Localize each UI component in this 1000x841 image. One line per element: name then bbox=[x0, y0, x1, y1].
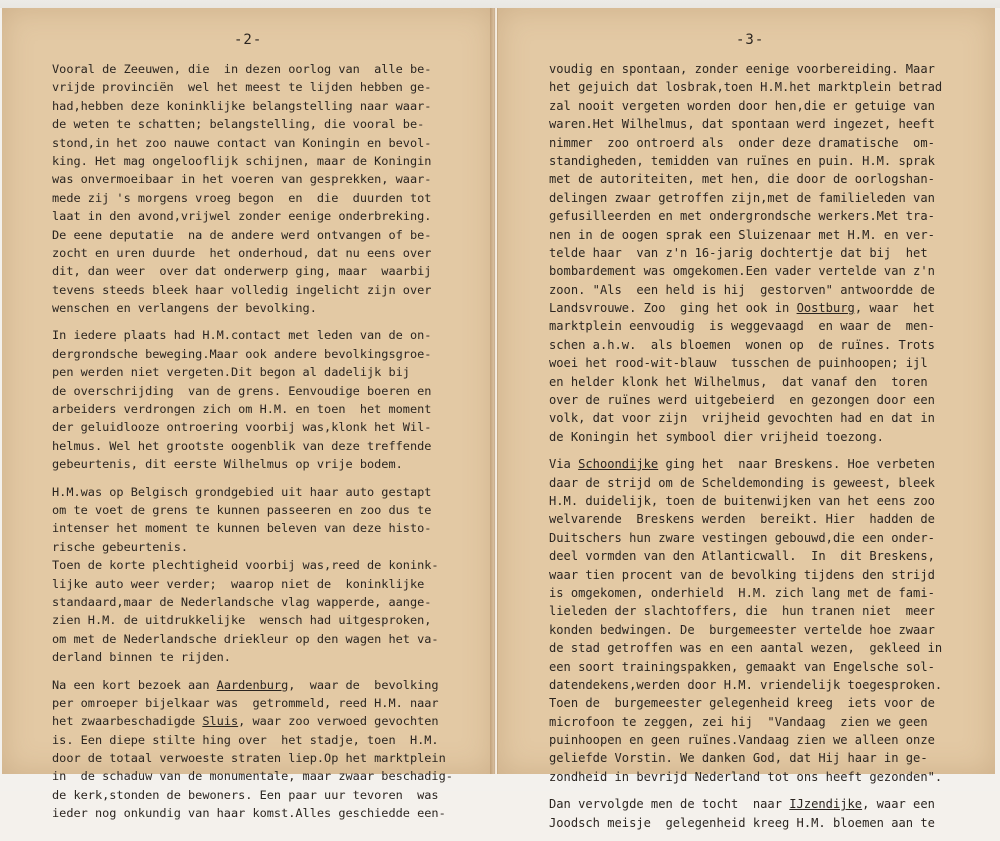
text-line: deel vormden van den Atlanticwall. In dit Breskens, bbox=[549, 549, 935, 564]
text-line: marktplein eenvoudig is weggevaagd en waar de men- bbox=[549, 319, 935, 334]
text-line: Dan vervolgde men de tocht naar IJzendijke, waar een bbox=[549, 797, 935, 812]
text-line: zocht en uren duurde het onderhoud, dat nu eens over bbox=[52, 245, 432, 260]
text-line: datendekens,werden door H.M. vriendelijk toegesproken. bbox=[549, 677, 943, 692]
text-line: nen in de oogen sprak een Sluizenaar met H.M. en ver- bbox=[549, 227, 935, 242]
text-line: de overschrijding van de grens. Eenvoudige boeren en bbox=[52, 383, 432, 398]
paragraph bbox=[52, 483, 472, 667]
text-line: De eene deputatie na de andere werd ontvangen of be- bbox=[52, 227, 432, 242]
text-line: H.M.was op Belgisch grondgebied uit haar auto gestapt bbox=[52, 484, 432, 499]
text-line: Via Schoondijke ging het naar Breskens. Hoe verbeten bbox=[549, 457, 935, 472]
text-line: dergrondsche beweging.Maar ook andere bevolkingsgroe- bbox=[52, 346, 432, 361]
text-line: woei het rood-wit-blauw tusschen de puinhoopen; ijl bbox=[549, 356, 928, 371]
text-line: daar de strijd om de Scheldemonding is geweest, bleek bbox=[549, 475, 935, 490]
text-line: king. Het mag ongelooflijk schijnen, maar de Koningin bbox=[52, 153, 432, 168]
text-line: telde haar van z'n 16-jarig dochtertje dat bij het bbox=[549, 245, 928, 260]
text-line: lieleden der slachtoffers, die hun tranen niet meer bbox=[549, 604, 935, 619]
text-line: nimmer zoo ontroerd als onder deze dramatische om- bbox=[549, 135, 935, 150]
text-line: vrijde provinciën wel het meest te lijden hebben ge- bbox=[52, 80, 432, 95]
text-line: tevens steeds bleek haar volledig ingelicht zijn over bbox=[52, 282, 432, 297]
text-line: Vooral de Zeeuwen, die in dezen oorlog van alle be- bbox=[52, 62, 432, 76]
text-line: mede zij 's morgens vroeg begon en die duurden tot bbox=[52, 190, 432, 205]
text-line: Toen de burgemeester gelegenheid kreeg iets voor de bbox=[549, 696, 935, 711]
text-column bbox=[549, 60, 969, 841]
text-line: het gejuich dat losbrak,toen H.M.het marktplein betrad bbox=[549, 80, 943, 95]
text-line: microfoon te zeggen, zei hij "Vandaag zien we geen bbox=[549, 714, 928, 729]
text-line: zien H.M. de uitdrukkelijke wensch had uitgesproken, bbox=[52, 613, 432, 628]
text-line: ieder nog onkundig van haar komst.Alles geschiedde een- bbox=[52, 806, 446, 821]
text-line: de kerk,stonden de bewoners. Een paar uur tevoren was bbox=[52, 787, 439, 802]
text-line: stond,in het zoo nauwe contact van Koningin en bevol- bbox=[52, 135, 432, 150]
text-line: volk, dat voor zijn vrijheid gevochten had en dat in bbox=[549, 411, 935, 426]
text-line: een soort trainingspakken, gemaakt van Engelsche sol- bbox=[549, 659, 935, 674]
page-number: -3- bbox=[736, 32, 765, 48]
text-line: gebeurtenis, dit eerste Wilhelmus op vrije bodem. bbox=[52, 457, 403, 472]
text-line: zoon. "Als een held is hij gestorven" antwoordde de bbox=[549, 282, 935, 297]
text-line: der geluidlooze ontroering voorbij was,klonk het Wil- bbox=[52, 420, 432, 435]
paragraph bbox=[549, 795, 969, 832]
text-line: puinhoopen en geen ruïnes.Vandaag zien we alleen onze bbox=[549, 733, 935, 748]
text-line: Landsvrouwe. Zoo ging het ook in Oostburg, waar het bbox=[549, 301, 935, 316]
text-line: Na een kort bezoek aan Aardenburg, waar de bevolking bbox=[52, 677, 439, 692]
text-line: Joodsch meisje gelegenheid kreeg H.M. bloemen aan te bbox=[549, 815, 935, 830]
text-line: geliefde Vorstin. We danken God, dat Hij haar in ge- bbox=[549, 751, 928, 766]
text-line: pen werden niet vergeten.Dit begon al dadelijk bij bbox=[52, 365, 410, 380]
paragraph bbox=[549, 455, 969, 786]
text-line: dit, dan weer over dat onderwerp ging, maar waarbij bbox=[52, 264, 432, 279]
right-page bbox=[497, 8, 995, 830]
text-line: is. Een diepe stilte hing over het stadje, toen H.M. bbox=[52, 732, 439, 747]
text-line: bombardement was omgekomen.Een vader vertelde van z'n bbox=[549, 264, 935, 279]
text-line: schen a.h.w. als bloemen wonen op de ruïnes. Trots bbox=[549, 337, 935, 352]
paragraph bbox=[52, 326, 472, 473]
text-line: om met de Nederlandsche driekleur op den wagen het va- bbox=[52, 631, 439, 646]
text-line: waar tien procent van de bevolking tijdens den strijd bbox=[549, 567, 935, 582]
text-line: Toen de korte plechtigheid voorbij was,reed de konink- bbox=[52, 558, 439, 573]
text-line: voudig en spontaan, zonder eenige voorbereiding. Maar bbox=[549, 62, 935, 76]
text-line: en helder klonk het Wilhelmus, dat vanaf den toren bbox=[549, 374, 928, 389]
text-line: delingen zwaar getroffen zijn,met de familieleden van bbox=[549, 190, 935, 205]
paragraph bbox=[549, 60, 969, 446]
text-line: derland binnen te rijden. bbox=[52, 650, 231, 665]
text-line: om te voet de grens te kunnen passeeren en zoo dus te bbox=[52, 502, 432, 517]
page-number: -2- bbox=[234, 32, 263, 48]
text-line: zondheid in bevrijd Nederland tot ons heeft gezonden". bbox=[549, 769, 943, 784]
text-line: in de schaduw van de monumentale, maar zwaar beschadig- bbox=[52, 769, 453, 784]
text-line: de stad getroffen was en een aantal wezen, gekleed in bbox=[549, 641, 943, 656]
left-page bbox=[2, 8, 495, 821]
text-line: In iedere plaats had H.M.contact met leden van de on- bbox=[52, 328, 432, 343]
text-line: het zwaarbeschadigde Sluis, waar zoo verwoed gevochten bbox=[52, 714, 439, 729]
text-line: welvarende Breskens werden bereikt. Hier hadden de bbox=[549, 512, 935, 527]
text-line: konden bedwingen. De burgemeester vertelde hoe zwaar bbox=[549, 622, 935, 637]
text-line: Duitschers hun zware vestingen gebouwd,die een onder- bbox=[549, 530, 935, 545]
paragraph bbox=[52, 676, 472, 823]
text-line: was onvermoeibaar in het voeren van gesprekken, waar- bbox=[52, 172, 432, 187]
text-line: is omgekomen, onderhield H.M. zich lang met de fami- bbox=[549, 585, 935, 600]
text-line: wenschen en verlangens der bevolking. bbox=[52, 301, 317, 316]
text-line: standaard,maar de Nederlandsche vlag wapperde, aange- bbox=[52, 594, 432, 609]
text-line: waren.Het Wilhelmus, dat spontaan werd ingezet, heeft bbox=[549, 117, 935, 132]
text-line: standigheden, temidden van ruïnes en puin. H.M. sprak bbox=[549, 153, 935, 168]
text-line: H.M. duidelijk, toen de buitenwijken van het eens zoo bbox=[549, 493, 935, 508]
text-line: intenser het moment te kunnen beleven van deze histo- bbox=[52, 521, 432, 536]
text-line: de weten te schatten; belangstelling, die vooral be- bbox=[52, 117, 425, 132]
text-line: laat in den avond,vrijwel zonder eenige onderbreking. bbox=[52, 209, 432, 224]
text-line: helmus. Wel het grootste oogenblik van deze treffende bbox=[52, 438, 432, 453]
text-line: over de ruïnes werd uitgebeierd en gezongen door een bbox=[549, 393, 935, 408]
text-line: lijke auto weer verder; waarop niet de koninklijke bbox=[52, 576, 425, 591]
paragraph bbox=[52, 60, 472, 317]
text-line: per omroeper bijelkaar was getrommeld, reed H.M. naar bbox=[52, 695, 439, 710]
text-line: met de autoriteiten, met hen, die door de oorlogshan- bbox=[549, 172, 935, 187]
text-line: arbeiders verdrongen zich om H.M. en toen het moment bbox=[52, 402, 432, 417]
text-line: had,hebben deze koninklijke belangstelling naar waar- bbox=[52, 98, 432, 113]
text-line: door de totaal verwoeste straten liep.Op het marktplein bbox=[52, 751, 446, 766]
text-line: gefusilleerden en met ondergrondsche werkers.Met tra- bbox=[549, 209, 935, 224]
text-column bbox=[52, 60, 472, 832]
text-line: rische gebeurtenis. bbox=[52, 539, 189, 554]
text-line: zal nooit vergeten worden door hen,die er getuige van bbox=[549, 98, 935, 113]
text-line: de Koningin het symbool dier vrijheid toezong. bbox=[549, 429, 884, 444]
